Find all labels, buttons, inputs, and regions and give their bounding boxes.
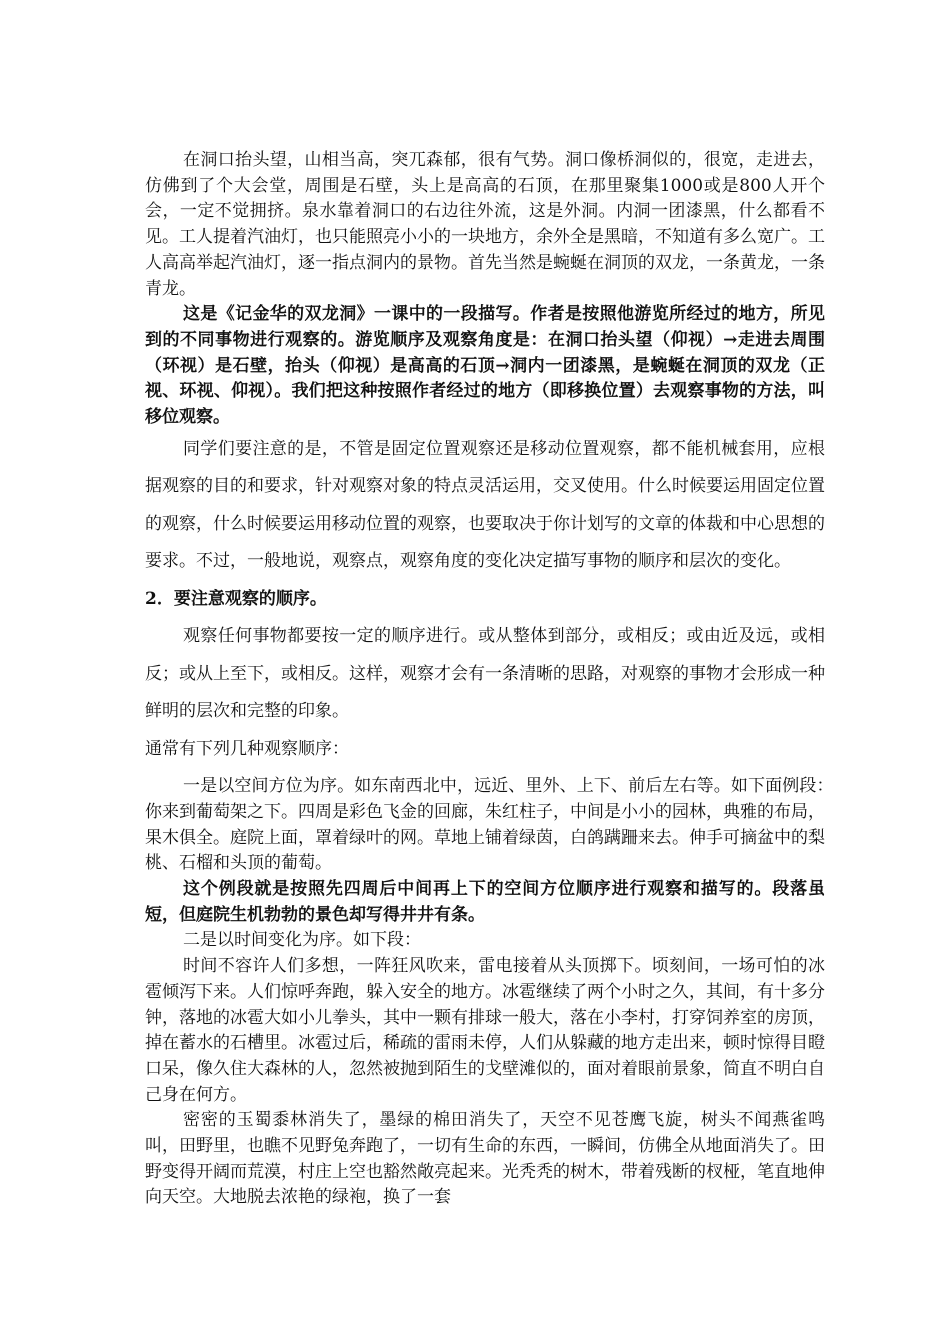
paragraph-time-order: 二是以时间变化为序。如下段：: [183, 930, 421, 951]
paragraph-aftermath-example: 密密的玉蜀黍林消失了，墨绿的棉田消失了，天空不见苍鹰飞旋，树头不闻燕雀鸣叫，田野里，也瞧不见野兔奔跑了，一切有生命的东西，一瞬间，仿佛全从地面消失了。田野变得开阔而荒漠，村庄上空也豁然敞亮起来。光秃秃的树木，带着残断的杈桠，笔直地伸向天空。大地脱去浓艳的绿袍，换了一套: [145, 1110, 825, 1208]
paragraph-moving-observation-note: 这是《记金华的双龙洞》一课中的一段描写。作者是按照他游览所经过的地方，所见到的不同事物进行观察的。游览顺序及观察角度是：在洞口抬头望（仰视）→走进去周围（环视）是石壁，抬头（仰视）是高高的石顶→洞内一团漆黑，是蜿蜒在洞顶的双龙（正视、环视、仰视）。我们把这种按照作者经过的地方（即移换位置）去观察事物的方法，叫移位观察。: [145, 304, 825, 428]
paragraph-cave-description: 在洞口抬头望，山相当高，突兀森郁，很有气势。洞口像桥洞似的，很宽，走进去，仿佛到了个大会堂，周围是石壁，头上是高高的石顶，在那里聚集1000或是800人开个会，一定不觉拥挤。泉水靠着洞口的右边往外流，这是外洞。内洞一团漆黑，什么都看不见。工人提着汽油灯，也只能照亮小小的一块地方，余外全是黑暗，不知道有多么宽广。工人高高举起汽油灯，逐一指点洞内的景物。首先当然是蜿蜒在洞顶的双龙，一条黄龙，一条青龙。: [145, 150, 825, 299]
section-heading-observation-order: 2．要注意观察的顺序。: [145, 588, 327, 609]
paragraph-spatial-order: 一是以空间方位为序。如东南西北中，远近、里外、上下、前后左右等。如下面例段： 你来到葡萄架之下。四周是彩色飞金的回廊，朱红柱子，中间是小小的园林，典雅的布局，果木俱全。庭院上面，罩着绿叶的网。草地上铺着绿茵，白鸽蹒跚来去。伸手可摘盆中的梨桃、石榴和头顶的葡萄。: [145, 776, 848, 874]
paragraph-spatial-order-note: 这个例段就是按照先四周后中间再上下的空间方位顺序进行观察和描写的。段落虽短，但庭院生机勃勃的景色却写得井井有条。: [145, 879, 825, 925]
paragraph-order-intro: 观察任何事物都要按一定的顺序进行。或从整体到部分，或相反；或由近及远，或相反；或从上至下，或相反。这样，观察才会有一条清晰的思路，对观察的事物才会形成一种鲜明的层次和完整的印象。: [145, 626, 825, 722]
paragraph-hailstorm-example: 时间不容许人们多想，一阵狂风吹来，雷电接着从头顶掷下。顷刻间，一场可怕的冰雹倾泻下来。人们惊呼奔跑，躲入安全的地方。冰雹继续了两个小时之久，其间，有十多分钟，落地的冰雹大如小儿拳头，其中一颗有排球一般大，落在小李村，打穿饲养室的房顶，掉在蓄水的石槽里。冰雹过后，稀疏的雷雨未停，人们从躲藏的地方走出来，顿时惊得目瞪口呆，像久住大森林的人，忽然被抛到陌生的戈壁滩似的，面对着眼前景象，简直不明白自己身在何方。: [145, 956, 825, 1105]
paragraph-flexible-use: 同学们要注意的是，不管是固定位置观察还是移动位置观察，都不能机械套用，应根据观察的目的和要求，针对观察对象的特点灵活运用，交叉使用。什么时候要运用固定位置的观察，什么时候要运用移动位置的观察，也要取决于你计划写的文章的体裁和中心思想的要求。不过，一般地说，观察点，观察角度的变化决定描写事物的顺序和层次的变化。: [145, 438, 825, 572]
paragraph-order-types-lead: 通常有下列几种观察顺序：: [145, 738, 349, 759]
document-page: [145, 148, 848, 1211]
